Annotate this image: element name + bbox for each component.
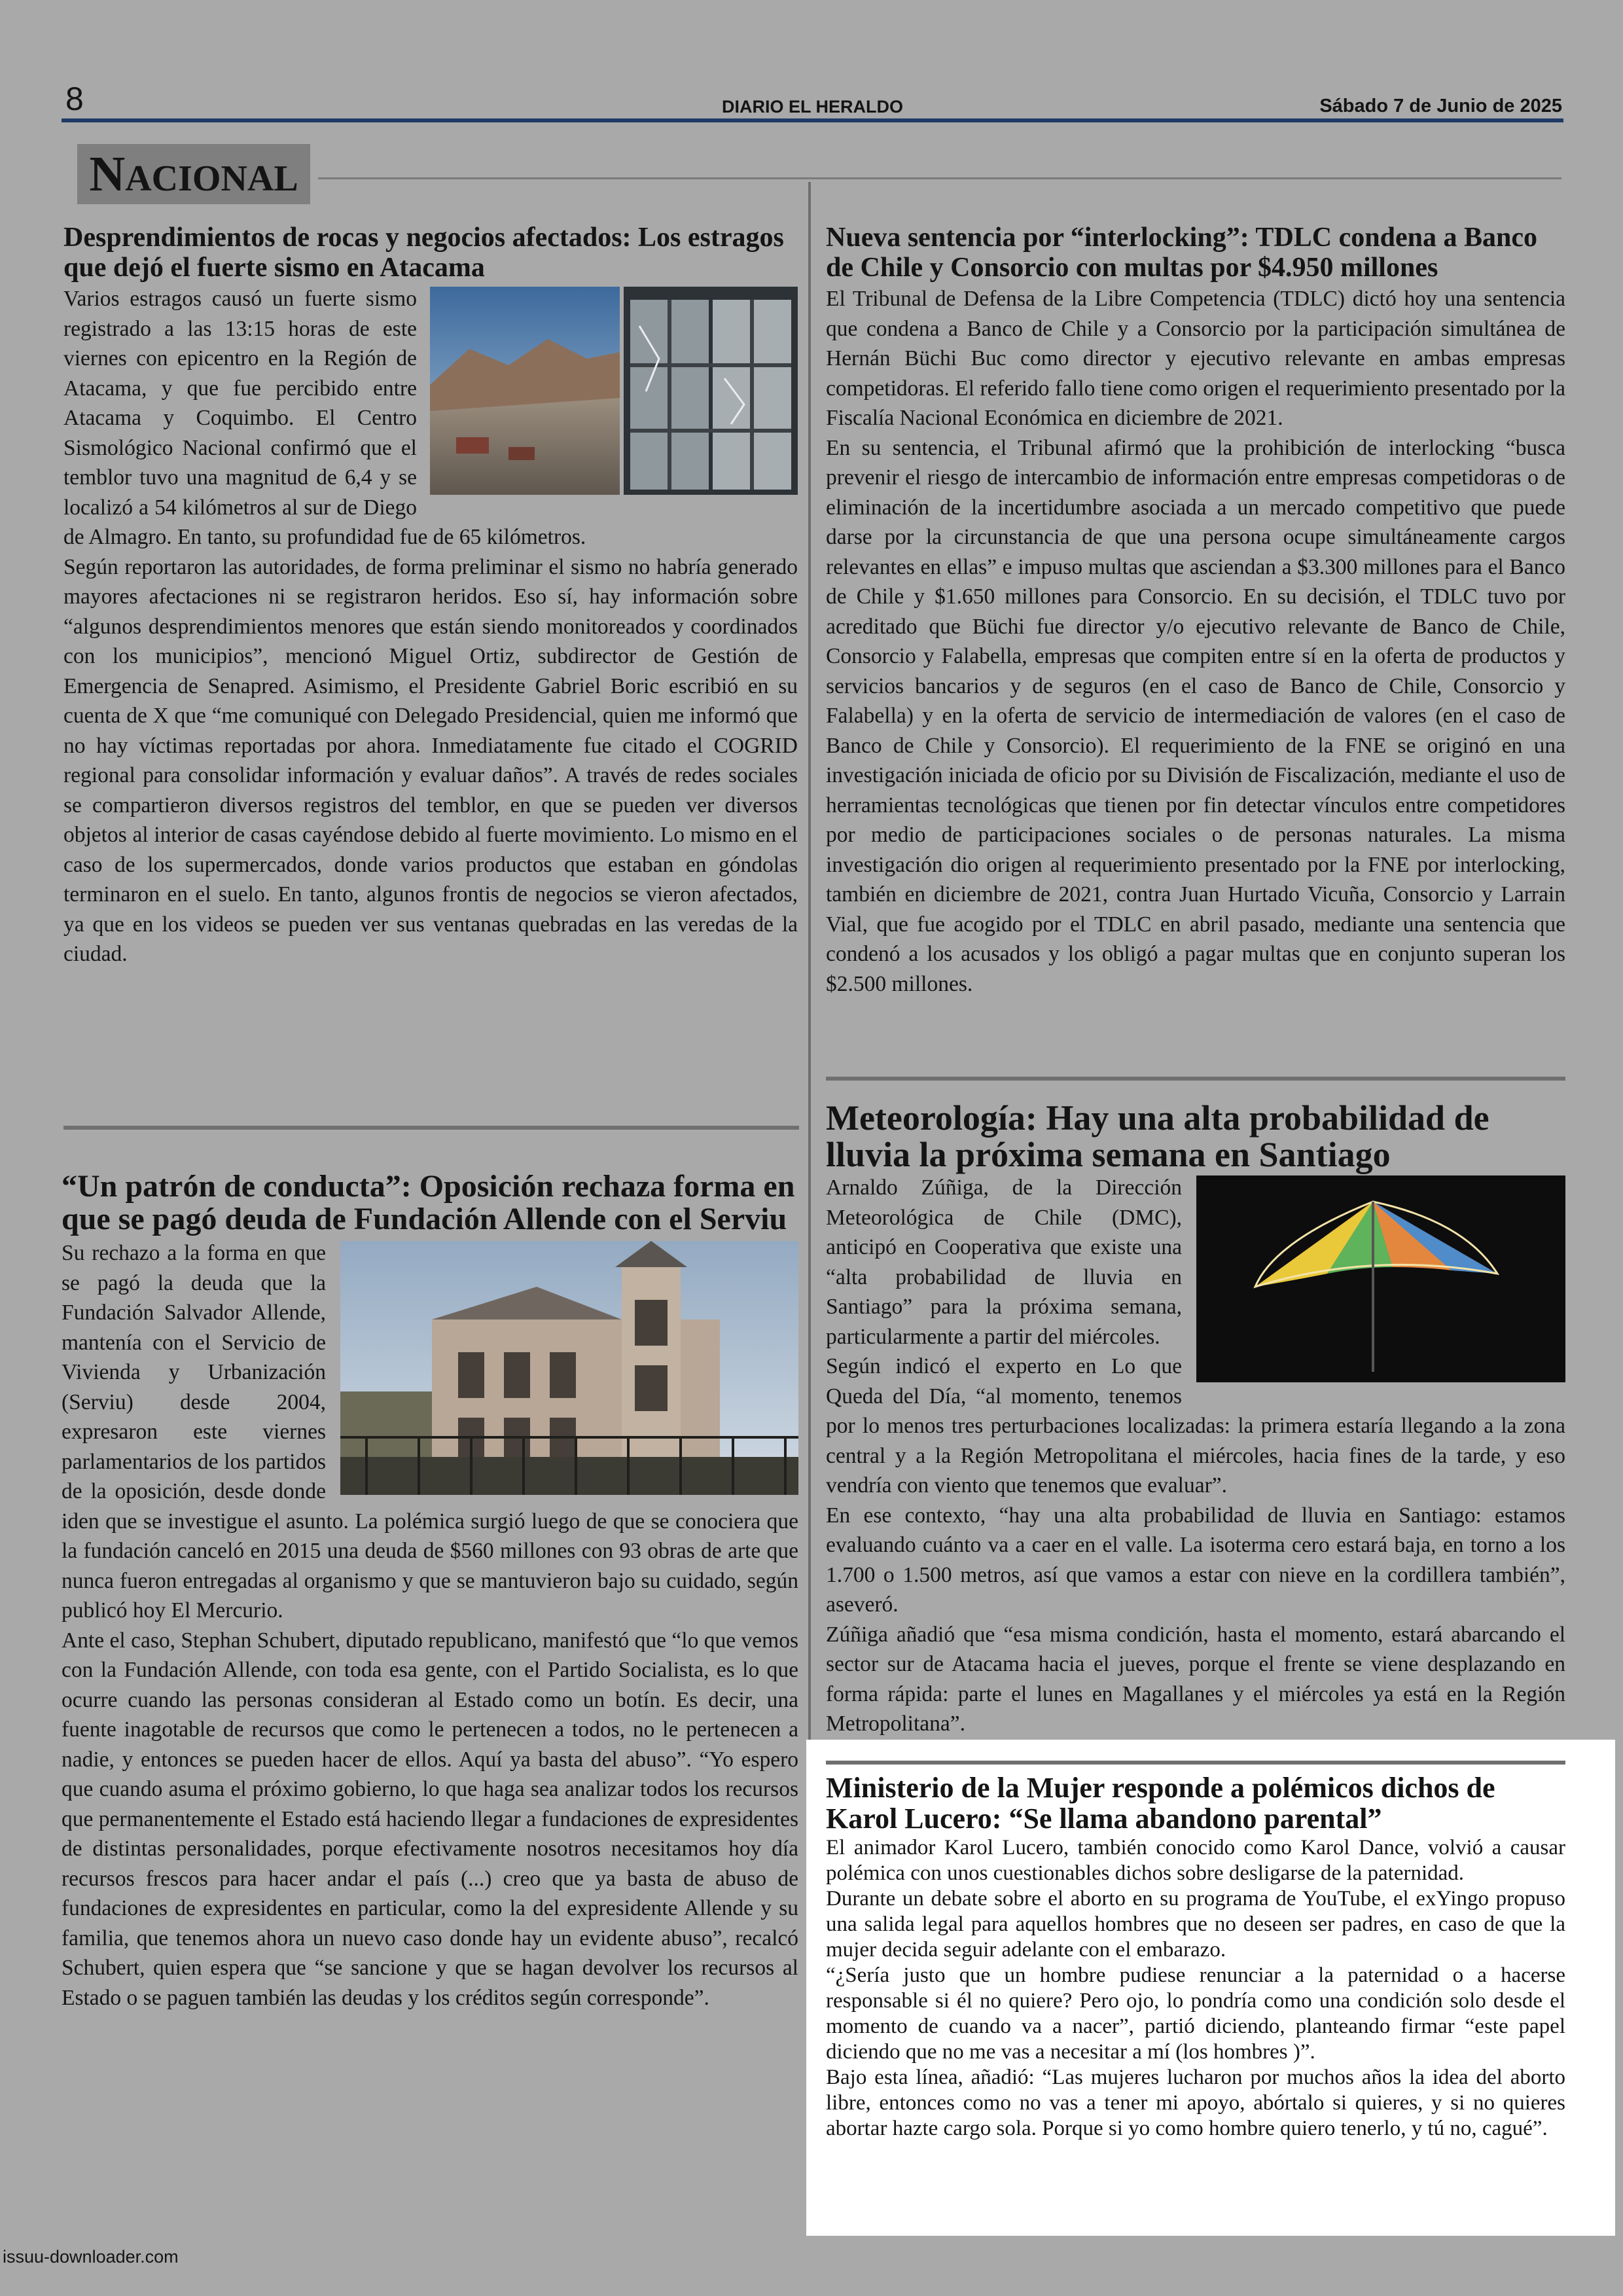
newspaper-name: DIARIO EL HERALDO bbox=[722, 97, 904, 117]
article-allende bbox=[62, 1170, 798, 2013]
article-mujer-p4: Bajo esta línea, añadió: “Las mujeres lucharon por muchos años la idea del aborto libre, entonces como no vas a tener mi apoyo, abórtalo si quieres, y si no quieres abortar hazte cargo sola. Porque si yo como hombre quiero tenerlo, y tú no, cagué”. bbox=[826, 2066, 1565, 2140]
article-lluvia-title: Meteorología: Hay una alta probabilidad de lluvia la próxima semana en Santiago bbox=[826, 1098, 1489, 1174]
article-sismo-p2: Según reportaron las autoridades, de forma preliminar el sismo no habría generado mayores afectaciones ni se registraron heridos. Eso sí, hay información sobre “algunos desprendimientos menores que están siendo monitoreados y coordinados con los municipios”, mencionó Miguel Ortiz, subdirector de Gestión de Emergencia de Senapred. Asimismo, el Presidente Gabriel Boric escribió en su cuenta de X que “me comuniqué con Delegado Presidencial, quien me informó que no hay víctimas reportadas por ahora. Inmediatamente fue citado el COGRID regional para consolidar información y evaluar daños”. A través de redes sociales se compartieron diversos registros del temblor, en que se pueden ver diversos objetos al interior de casas cayéndose debido al fuerte movimiento. Lo mismo en el caso de los supermercados, donde varios productos que estaban en góndolas terminaron en el suelo. En tanto, algunos frontis de negocios se vieron afectados, ya que en los videos se pueden ver sus ventanas quebradas en las veredas de la ciudad. bbox=[63, 554, 798, 966]
section-title-initial: N bbox=[89, 147, 126, 202]
divider-lluvia bbox=[826, 1761, 1565, 1765]
article-tdlc-p1: El Tribunal de Defensa de la Libre Competencia (TDLC) dictó hoy una sentencia que condena a Banco de Chile y a Consorcio por la participación simultánea de Hernán Büchi Buc como director y ejecutivo relevante en ambas empresas competidoras. El referido fallo tiene como origen el requerimiento presentado por la Fiscalía Nacional Económica en diciembre de 2021. bbox=[826, 287, 1565, 430]
article-mujer-p3: “¿Sería justo que un hombre pudiese renunciar a la paternidad o a hacerse responsable si él no quiere? Pero ojo, lo pondría como una condición solo desde el momento de cuando va a nacer”, partió diciendo, planteando firmar “este papel diciendo que no me vas a necesitar a mí (los hombres )”. bbox=[826, 1964, 1565, 2064]
section-title-rest: ACIONAL bbox=[125, 158, 298, 199]
article-mujer-p2: Durante un debate sobre el aborto en su programa de YouTube, el exYingo propuso una salida legal para aquellos hombres que no deseen ser padres, en caso de que la mujer decida seguir adelante con el embarazo. bbox=[826, 1887, 1565, 1962]
article-lluvia-p2: Según indicó el experto en Lo que Queda del Día, “al momento, tenemos por lo menos tres perturbaciones localizadas: la primera estaría llegando a la zona central y a la Región Metropolitana el miércoles, hacia fines de la tarde, y eso vendría con viento que tenemos que evaluar”. bbox=[826, 1354, 1565, 1498]
article-lluvia-p3: En ese contexto, “hay una alta probabilidad de lluvia en Santiago: estamos evaluando cuánto va a caer en el valle. La isoterma cero estará baja, en torno a los 1.700 o 1.500 metros, así que vamos a estar con nieve en la cordillera también”, aseveró. bbox=[826, 1503, 1565, 1617]
article-allende-p1: Su rechazo a la forma en que se pagó la deuda que la Fundación Salvador Allende, mantenía con el Servicio de Vivienda y Urbanización (Serviu) desde 2004, expresaron este viernes parlamentarios de los partidos de la oposición, desde donde iden que se investigue el asunto. La polémica surgió luego de que se conociera que la fundación canceló en 2015 una deuda de $560 millones con 93 obras de arte que nunca fueron entregadas al organismo y que se mantuvieron bajo su cuidado, según publicó hoy El Mercurio. bbox=[62, 1241, 798, 1623]
issue-date: Sábado 7 de Junio de 2025 bbox=[1319, 96, 1562, 117]
article-allende-p2: Ante el caso, Stephan Schubert, diputado republicano, manifestó que “lo que vemos con la Fundación Allende, con toda esa gente, con el Partido Socialista, es lo que ocurre cuando las personas consideran al Estado como un botín. Es decir, una fuente inagotable de recursos que como le pertenecen a todos, no le pertenecen a nadie, y entonces se pueden hacer de ellos. Aquí ya basta del abuso”. “Yo espero que cuando asuma el próximo gobierno, lo que haga sea analizar todos los recursos que permanentemente el Estado está haciendo llegar a fundaciones de expresidentes de distintas personalidades, porque efectivamente nosotros necesitamos hoy día recursos frescos para hacer andar el país (...) creo que ya basta de abuso de fundaciones de expresidentes en particular, como la del expresidente Allende y su familia, que tenemos ahora un nuevo caso donde hay un evidente abuso”, recalcó Schubert, quien espera que “se sancione y que se hagan devolver los recursos al Estado o se paguen también las deudas y los créditos según corresponde”. bbox=[62, 1628, 798, 2010]
article-lluvia bbox=[826, 1100, 1565, 1739]
article-sismo-p1: Varios estragos causó un fuerte sismo registrado a las 13:15 horas de este viernes con epicentro en la Región de Atacama, y que fue percibido entre Atacama y Coquimbo. El Centro Sismológico Nacional confirmó que el temblor tuvo una magnitud de 6,4 y se localizó a 54 kilómetros al sur de Diego de Almagro. En tanto, su profundidad fue de 65 kilómetros. bbox=[63, 287, 586, 549]
earthquake-photo bbox=[430, 287, 798, 495]
header-rule bbox=[62, 118, 1563, 122]
article-lluvia-p1: Arnaldo Zúñiga, de la Dirección Meteorológica de Chile (DMC), anticipó en Cooperativa que existe una “alta probabilidad de lluvia en Santiago” para la próxima semana, particularmente a partir del miércoles. bbox=[826, 1175, 1182, 1349]
divider-tdlc bbox=[826, 1077, 1565, 1081]
page-number: 8 bbox=[65, 81, 84, 117]
article-sismo-title: Desprendimientos de rocas y negocios afectados: Los estragos que dejó el fuerte sismo en Atacama bbox=[63, 223, 784, 283]
article-lluvia-p4: Zúñiga añadió que “esa misma condición, hasta el momento, estará abarcando el sector sur de Atacama hacia el jueves, porque el frente se viene desplazando en forma rápida: parte el lunes en Magallanes y el miércoles ya está en la Región Metropolitana”. bbox=[826, 1622, 1565, 1736]
article-mujer bbox=[826, 1772, 1565, 2142]
article-tdlc-title: Nueva sentencia por “interlocking”: TDLC condena a Banco de Chile y Consorcio con multas por $4.950 millones bbox=[826, 223, 1537, 283]
fundacion-building-photo bbox=[340, 1241, 798, 1495]
article-mujer-p1: El animador Karol Lucero, también conocido como Karol Dance, volvió a causar polémica con unos cuestionables dichos sobre desligarse de la paternidad. bbox=[826, 1836, 1565, 1885]
article-tdlc-p2: En su sentencia, el Tribunal afirmó que la prohibición de interlocking “busca prevenir el riesgo de intercambio de información entre empresas competidoras o de eliminación de la incertidumbre asociada a un mercado competitivo que puede darse por la circunstancia de que una persona ocupe simultáneamente cargos relevantes en ellas” e impuso multas que asciendan a $3.300 millones para el Banco de Chile y $1.650 millones para Consorcio. En su decisión, el TDLC tuvo por acreditado que Büchi fue director y/o ejecutivo relevante de Banco de Chile, Consorcio y Falabella, empresas que compiten entre sí en la oferta de productos y servicios bancarios y de seguros (en el caso de Banco de Chile, Consorcio y Falabella) y en la oferta de servicio de intermediación de valores (en el caso de Banco de Chile y Consorcio). El requerimiento de la FNE se originó en una investigación iniciada de oficio por su División de Fiscalización, mediante el uso de herramientas tecnológicas que tienen por fin detectar vínculos entre competidores por medio de participaciones sociales o de personas naturales. La misma investigación dio origen al requerimiento presentado por la FNE por interlocking, también en diciembre de 2021, contra Juan Hurtado Vicuña, Consorcio y Larrain Vial, que fue acogido por el TDLC en abril pasado, mediante una sentencia que condenó a los acusados y los obligó a pagar multas que en conjunto superan los $2.500 millones. bbox=[826, 435, 1565, 996]
watermark: issuu-downloader.com bbox=[3, 2247, 179, 2267]
article-allende-title: “Un patrón de conducta”: Oposición rechaza forma en que se pagó deuda de Fundación Allende con el Serviu bbox=[62, 1169, 795, 1236]
section-rule bbox=[318, 177, 1561, 179]
article-sismo bbox=[63, 223, 798, 969]
umbrella-photo bbox=[1196, 1175, 1565, 1382]
divider-sismo bbox=[63, 1126, 799, 1130]
article-mujer-title: Ministerio de la Mujer responde a polémicos dichos de Karol Lucero: “Se llama abandono parental” bbox=[826, 1772, 1495, 1835]
section-title bbox=[77, 144, 310, 204]
article-tdlc bbox=[826, 223, 1565, 999]
